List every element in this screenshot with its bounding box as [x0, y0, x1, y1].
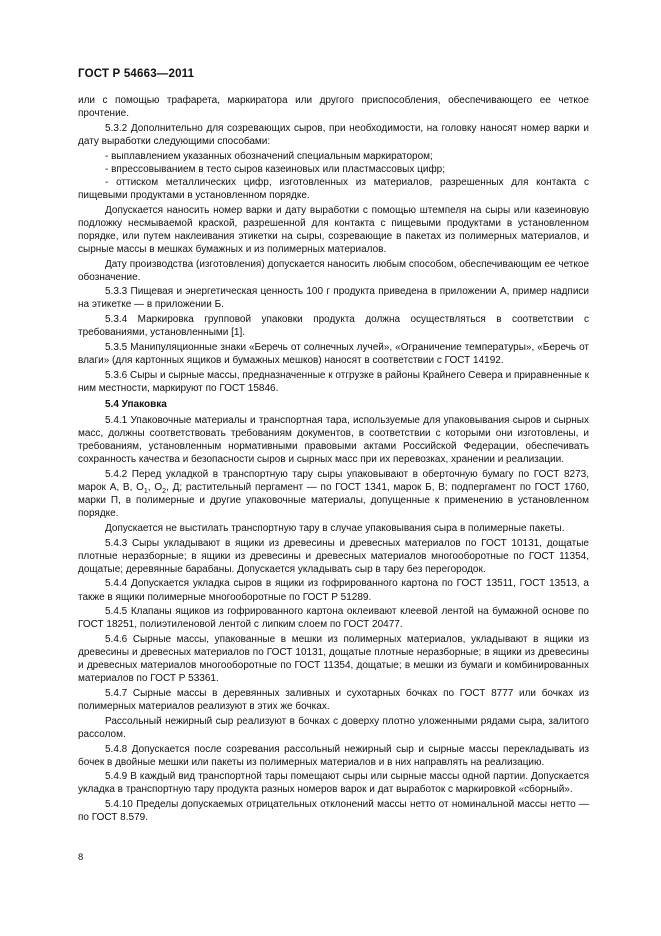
document-header: ГОСТ Р 54663—2011	[78, 68, 195, 80]
section-heading-5-4: 5.4 Упаковка	[105, 398, 167, 410]
paragraph: или с помощью трафарета, маркиратора или другого приспособления, обеспечивающего ее четкое прочтение.	[78, 95, 589, 120]
list-item: - оттиском металлических цифр, изготовленных из материалов, разрешенных для контакта с пищевыми продуктами в установленном порядке.	[78, 176, 589, 201]
paragraph-5-3-6: 5.3.6 Сыры и сырные массы, предназначенные к отгрузке в районы Крайнего Севера и приравненные к ним местности, маркируют по ГОСТ 15846.	[78, 369, 589, 394]
paragraph-5-4-8: 5.4.8 Допускается после созревания рассольный нежирный сыр и сырные массы перекладывать из бочек в двойные мешки или пакеты из полимерных материалов и в них направлять на реализацию.	[78, 743, 589, 768]
text-run: , Д; растительный пергамент — по ГОСТ 1341, марок Б, В; подпергамент по ГОСТ 1760, марки П, в полимерные и другие упаковочные материалы, допущенные к применению в установленном порядке.	[78, 481, 590, 520]
paragraph-5-4-3: 5.4.3 Сыры укладывают в ящики из древесины и древесных материалов по ГОСТ 10131, дощатые плотные неразборные; в ящики из древесины и древесных материалов многооборотные по ГОСТ 11354, дощатые; деревянные барабаны. Допускается укладывать сыр в тару без перегородок.	[78, 537, 589, 575]
list-item: - выплавлением указанных обозначений специальным маркиратором;	[105, 150, 433, 162]
paragraph: Допускается наносить номер варки и дату выработки с помощью штемпеля на сыры или казеиновую подложку несмываемой краской, разрешенной для контакта с пищевыми продуктами в установленном порядке, или путем наклеивания этикетки на сыры, созревающие в пакетах из полимерных материалов, и сырные массы в мешках бумажных и из полимерных материалов.	[78, 204, 589, 255]
subscript: 2	[162, 487, 167, 495]
paragraph-5-3-4: 5.3.4 Маркировка групповой упаковки продукта должна осуществляться в соответствии с требованиями, установленными [1].	[78, 314, 589, 339]
paragraph-5-4-5: 5.4.5 Клапаны ящиков из гофрированного картона оклеивают клеевой лентой на бумажной основе по ГОСТ 18251, полиэтиленовой лентой с липким слоем по ГОСТ 20477.	[78, 606, 589, 631]
paragraph-5-4-10: 5.4.10 Пределы допускаемых отрицательных отклонений массы нетто от номинальной массы нетто — по ГОСТ 8.579.	[78, 799, 589, 824]
paragraph: Рассольный нежирный сыр реализуют в бочках с доверху плотно уложенными рядами сыра, залитого рассолом.	[78, 715, 589, 740]
paragraph-5-4-1: 5.4.1 Упаковочные материалы и транспортная тара, используемые для упаковывания сыров и сырных масс, должны соответствовать требованиям документов, в соответствии с которыми они изготовлены, и требованиям, установленным нормативными правовыми актами Российской Федерации, обеспечивать сохранность качества и безопасности сыров и сырных масс при их перевозках, хранении и реализации.	[78, 414, 589, 466]
paragraph-5-4-6: 5.4.6 Сырные массы, упакованные в мешки из полимерных материалов, укладывают в ящики из древесины и древесных материалов по ГОСТ 10131, дощатые плотные неразборные; в ящики из древесины и древесных материалов многооборотные по ГОСТ 11354, дощатые; в мешки из бумаги и комбинированных материалов по ГОСТ Р 53361.	[78, 633, 589, 685]
text-run: , О	[147, 481, 163, 493]
paragraph-5-4-2	[78, 468, 589, 520]
subscript: 1	[143, 487, 148, 495]
list-item: - впрессовыванием в тесто сыров казеиновых или пластмассовых цифр;	[105, 163, 446, 175]
paragraph: Дату производства (изготовления) допускается наносить любым способом, обеспечивающим ее четкое обозначение.	[78, 258, 589, 283]
paragraph-5-3-3: 5.3.3 Пищевая и энергетическая ценность 100 г продукта приведена в приложении А, пример надписи на этикетке — в приложении Б.	[78, 286, 589, 311]
page-number: 8	[78, 852, 84, 863]
paragraph-5-4-4: 5.4.4 Допускается укладка сыров в ящики из гофрированного картона по ГОСТ 13511, ГОСТ 13513, а также в ящики полимерные многооборотные по ГОСТ Р 51289.	[78, 578, 589, 603]
paragraph-5-3-2: 5.3.2 Дополнительно для созревающих сыров, при необходимости, на головку наносят номер варки и дату выработки следующими способами:	[78, 122, 589, 147]
document-body	[78, 94, 589, 826]
paragraph-5-3-5: 5.3.5 Манипуляционные знаки «Беречь от солнечных лучей», «Ограничение температуры», «Беречь от влаги» (для картонных ящиков и бумажных мешков) наносят в соответствии с ГОСТ 14192.	[78, 341, 589, 366]
text-run: 5.4.2 Перед укладкой в транспортную тару сыры упаковывают в оберточную бумагу по ГОСТ 8273, марок А, В, О	[78, 468, 589, 493]
paragraph: Допускается не выстилать транспортную тару в случае упаковывания сыра в полимерные пакеты.	[105, 522, 565, 534]
paragraph-5-4-9: 5.4.9 В каждый вид транспортной тары помещают сыры или сырные массы одной партии. Допускается укладка в транспортную тару продукта разных номеров варок и дат выработок с маркировкой «сборный».	[78, 771, 589, 796]
paragraph-5-4-7: 5.4.7 Сырные массы в деревянных заливных и сухотарных бочках по ГОСТ 8777 или бочках из полимерных материалов реализуют в этих же бочках.	[78, 687, 589, 713]
